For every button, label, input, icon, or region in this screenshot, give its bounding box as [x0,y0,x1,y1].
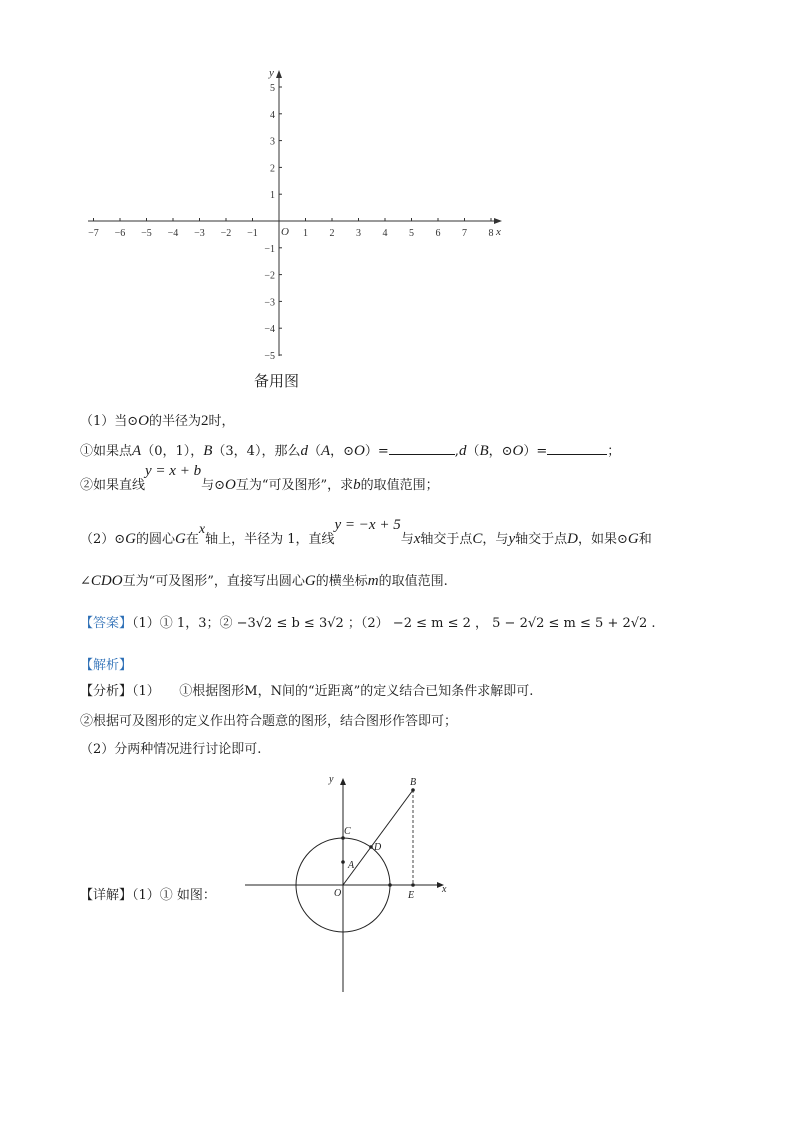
analysis-label: 【分析】 [80,684,133,699]
fig2-B-label: B [410,777,417,788]
answer-text: （1）① 1，3；② −3√2 ≤ b ≤ 3√2 ；（2） −2 ≤ m ≤ 2 ， 5 − 2√2 ≤ m ≤ 5 + 2√2 . [132,616,656,631]
text: ）= [364,444,389,459]
y-tick-label: 2 [270,163,275,175]
blank-coordinate-grid [80,60,520,390]
x-tick-label: 2 [329,228,335,239]
x-tick-label: 5 [409,228,414,239]
var-m: m [367,573,379,589]
analysis-line-1 [80,680,533,699]
fig2-y-arrow [340,778,346,785]
var-d: d [300,443,308,459]
figure-caption: 备用图 [254,372,300,390]
var-d: d [458,443,467,459]
angle-CDO: CDO [90,573,123,589]
origin-label: O [281,226,289,238]
q1-item-1 [80,440,620,460]
circle-G: G [125,531,137,547]
var-y: y [508,531,516,547]
equation-y-neg-x-5: y = −x + 5 [334,517,401,533]
answer-line [80,612,656,631]
text: ）= [523,444,548,459]
point-D: D [567,531,578,547]
point-D [369,845,373,849]
text: , [454,444,459,459]
text: 与 [400,532,414,547]
point-A: A [132,443,142,459]
detail-line [80,884,216,903]
text: 的圆心 [136,532,176,547]
y-tick-label: −2 [264,270,275,282]
text: 的取值范围； [360,478,439,493]
circle-G: G [627,531,639,547]
point-A: A [320,443,331,459]
text: ②如果直线 [80,478,146,493]
x-tick-label: −5 [141,228,152,239]
q2-line-2 [80,570,448,590]
text: （2）⊙ [80,532,126,547]
point-G: G [304,573,316,589]
text: ，如果⊙ [577,532,628,547]
y-tick-label: 1 [270,190,275,202]
x-axis-label: x [496,226,501,238]
radius-value: 2 [201,413,209,429]
text: 互为“可及图形”，直接写出圆心 [122,574,305,589]
circle-O: O [512,443,524,459]
var-b: b [353,477,361,493]
answer-tag: 【答案】 [80,616,133,631]
solution-figure [240,770,460,995]
text: 轴交于点 [420,532,473,547]
y-tick-label: −4 [264,324,275,336]
point-C: C [472,531,483,547]
text: 和 [638,532,652,547]
text: 轴上，半径为 1，直线 [205,532,335,547]
text: 的横坐标 [315,574,368,589]
y-tick-label: −1 [264,243,275,255]
y-axis-arrow [276,70,282,78]
answer-blank-1[interactable] [389,442,455,455]
x-tick-label: −4 [167,228,179,239]
q1-intro-a: （1）当⊙ [80,414,139,429]
text: ，⊙ [488,444,513,459]
x-tick-label: 6 [435,228,441,239]
text: （ [307,444,321,459]
text: ，⊙ [330,444,355,459]
text: ，与 [482,532,509,547]
point-on-x [388,883,392,887]
x-tick-label: 7 [462,228,467,239]
analysis-tag: 【解析】 [80,658,133,673]
y-tick-label: −5 [264,351,275,362]
x-tick-label: −7 [88,228,99,239]
var-x: x [198,522,206,537]
circle-O: O [354,443,365,459]
detail-label: 【详解】 [80,888,133,903]
text: （ [466,444,480,459]
text: ； [607,444,621,459]
q1-intro-b: 的半径为 [149,414,202,429]
y-axis-label: y [269,67,274,79]
q1-intro [80,410,235,430]
y-tick-label: 4 [270,109,275,121]
text: （1） ①根据图形M，N间的“近距离”的定义结合已知条件求解即可. [132,684,534,699]
x-tick-label: 4 [382,228,388,239]
fig2-D-label: D [374,842,382,853]
fig2-C-label: C [344,826,351,837]
fig2-x-label: x [442,884,447,895]
answer-blank-2[interactable] [547,442,607,455]
y-tick-label: 3 [270,136,275,148]
point-B [411,788,415,792]
text: 与⊙ [201,478,225,493]
y-tick-label: −3 [264,297,275,309]
text: 轴交于点 [515,532,568,547]
text: （1）① 如图： [132,888,216,903]
x-tick-label: −3 [194,228,205,239]
x-tick-label: 1 [303,228,308,239]
text: 的取值范围. [378,574,448,589]
equation-y-x-b: y = x + b [145,463,202,479]
x-tick-label: −6 [114,228,126,239]
text: ①如果点 [80,444,133,459]
x-tick-label: −2 [220,228,232,239]
text: 在 [185,532,199,547]
circle-O: O [224,477,236,493]
analysis-line-3: （2）分两种情况进行讨论即可. [80,742,262,757]
point-B: B [479,443,489,459]
var-x: x [413,531,421,547]
y-tick-label: 5 [270,83,275,94]
point-A [341,860,345,864]
text: 互为“可及图形”，求 [235,478,354,493]
x-tick-label: 3 [356,228,361,239]
point-E [411,883,415,887]
q1-item-2 [80,463,439,494]
x-tick-label: −1 [247,228,258,239]
circle-O: O [138,413,150,429]
point-B: B [203,443,213,459]
fig2-O-label: O [334,888,342,899]
text: （3，4），那么 [212,444,301,459]
fig2-y-label: y [329,774,334,785]
x-tick-label: 8 [488,228,494,239]
fig2-A-label: A [348,860,355,871]
q2-line-1 [80,517,652,548]
analysis-line-2: ②根据可及图形的定义作出符合题意的图形，结合图形作答即可； [80,714,458,729]
point-G: G [175,531,186,547]
angle-symbol: ∠ [80,574,91,589]
q1-intro-c: 时， [208,414,235,429]
fig2-E-label: E [408,890,415,901]
text: （0，1）， [141,444,204,459]
x-axis-arrow [494,218,502,224]
